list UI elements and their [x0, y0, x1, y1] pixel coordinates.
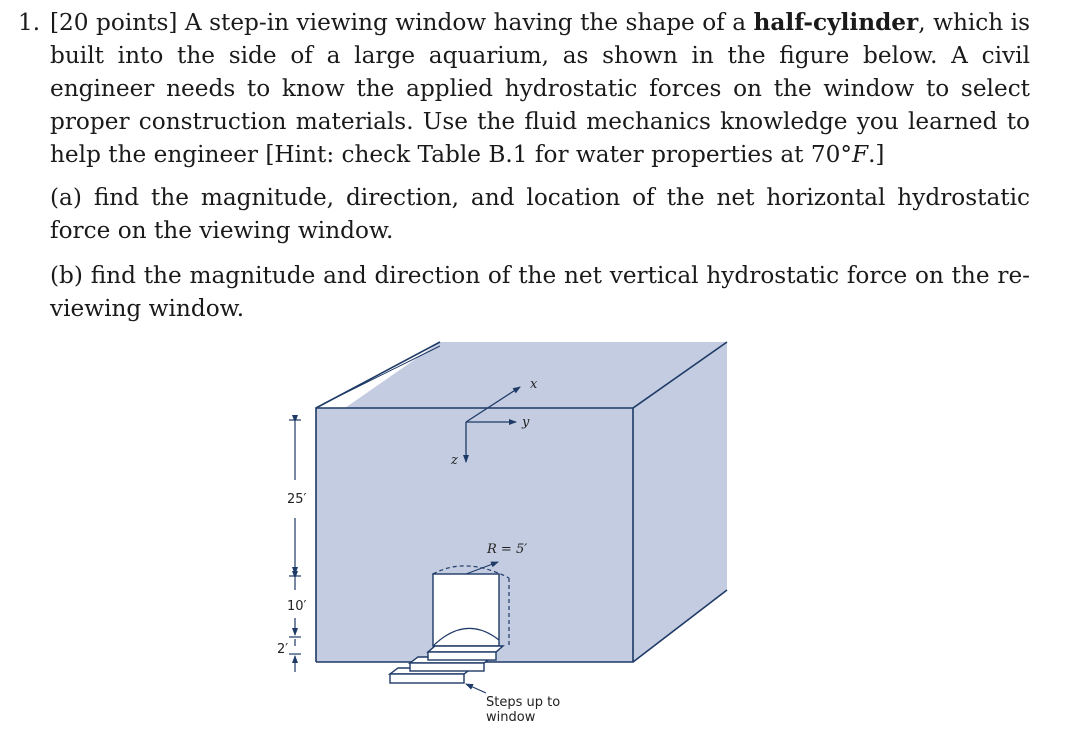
dimension-depth-25: 25′ [287, 492, 307, 507]
part-b: (b) find the magnitude and direction of the net vertical hydrostatic force on the re-viewing window. [50, 262, 1030, 322]
dimension-step-2: 2′ [277, 642, 289, 657]
intro-text-a: A step-in viewing window having the shape of a [184, 9, 747, 36]
radius-label: R = 5′ [487, 542, 528, 557]
axis-z-label: z [451, 453, 458, 468]
part-a: (a) find the magnitude, direction, and location of the net horizontal hydrostatic force on the viewing window. [50, 184, 1030, 244]
axis-x-label: x [530, 377, 538, 392]
intro-unit: F [851, 141, 869, 168]
steps-label-line-1: Steps up to [486, 695, 561, 710]
intro-text-b: , which is built into the side of a large aquarium, as shown in the figure below. A civil engineer needs to know the applied hydrostatic forces on the window to select proper construction materials. Use the fluid mechanics knowledge you learned to help the engineer [Hint: check Table B.1 for water properties at 70° [50, 9, 1030, 168]
steps-label-line-2: window [486, 710, 536, 725]
problem-points: [20 points] [50, 9, 178, 36]
problem-number: 1. [18, 9, 41, 36]
intro-end: .] [868, 141, 885, 168]
axis-y-label: y [522, 415, 530, 430]
intro-emphasis: half-cylinder [753, 9, 919, 36]
steps-callout-arrow [466, 684, 486, 693]
dimension-window-10: 10′ [287, 599, 307, 614]
dimension-lines [289, 420, 301, 672]
viewing-window [433, 562, 509, 646]
